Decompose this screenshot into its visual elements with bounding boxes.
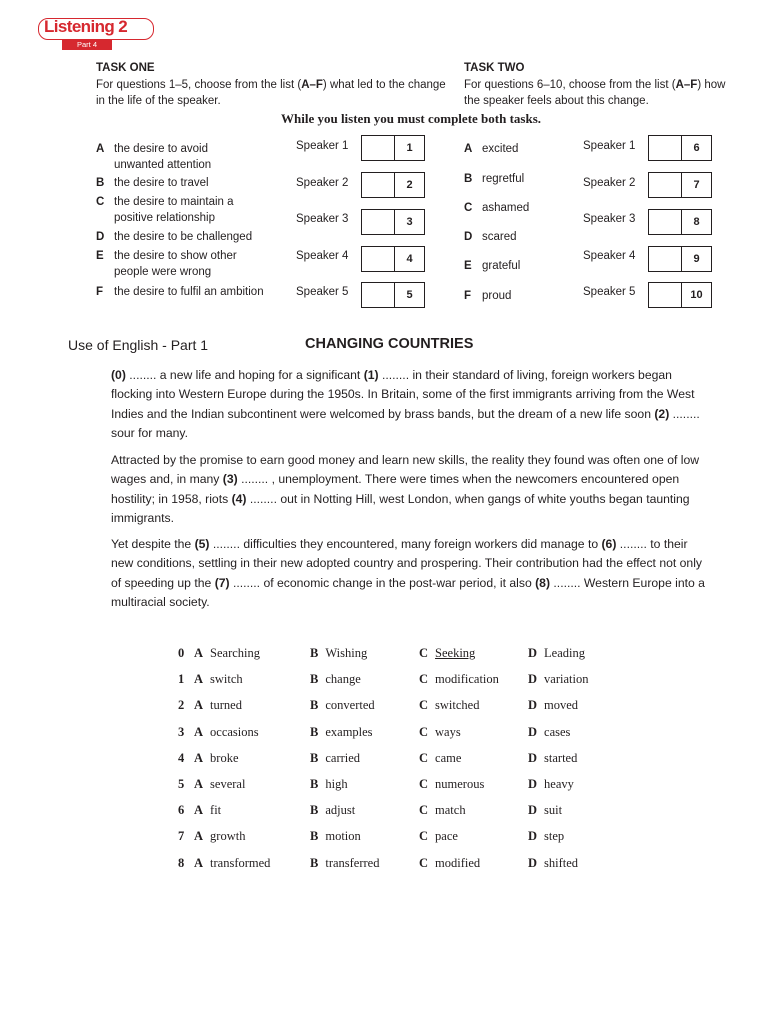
speaker-label: Speaker 4 <box>296 250 349 262</box>
speaker-label: Speaker 2 <box>296 177 349 189</box>
answer-option-b: B carried <box>310 750 361 765</box>
part-badge: Part 4 <box>62 40 112 50</box>
passage-text: ........ in their standard of living, foreign workers began flocking into Western Europe during the 1950s. In Britain, some of the first immigrants arriving from the West Indies and the Indian subcontinent were welcomed by brass bands, but the dream of a new life soon <box>111 368 695 421</box>
answer-option-c: C pace <box>419 829 458 844</box>
answer-option-d: D moved <box>528 698 579 713</box>
gap-number: (5) <box>194 537 210 551</box>
answer-option-a: A occasions <box>194 724 259 739</box>
answer-option-d: D heavy <box>528 777 574 791</box>
passage-paragraph <box>111 366 711 443</box>
gap-number: (0) <box>111 368 126 382</box>
answer-option-c: C numerous <box>419 777 485 791</box>
answer-option-c: C switched <box>419 698 480 713</box>
task-two-heading: TASK TWO <box>464 62 525 74</box>
passage-text: ........ a new life and hoping for a significant <box>125 368 364 382</box>
speaker-label: Speaker 3 <box>583 213 636 225</box>
gap-number: (8) <box>535 575 551 590</box>
answer-box[interactable]: 8 <box>648 209 712 235</box>
answer-option-a: A turned <box>194 698 242 713</box>
answer-option-b: B transferred <box>310 855 380 870</box>
answer-option-d: D cases <box>528 724 571 739</box>
section-title: Listening 2 <box>44 17 128 36</box>
answer-option-c: C match <box>419 803 466 818</box>
question-number: 3 <box>178 724 185 739</box>
passage-title: CHANGING COUNTRIES <box>305 336 474 352</box>
answer-option-c: C came <box>419 750 462 765</box>
answer-option-b: B Wishing <box>310 646 368 660</box>
passage-text: ........ difficulties they encountered, many foreign workers did manage to <box>209 537 602 551</box>
question-number: 6 <box>178 803 185 818</box>
answer-option-b: B examples <box>310 724 373 739</box>
answer-box[interactable]: 1 <box>361 135 425 161</box>
passage-text: ........ sour for many. <box>111 406 700 440</box>
passage-paragraph <box>111 535 711 612</box>
answer-box[interactable]: 6 <box>648 135 712 161</box>
answer-option-c: C ways <box>419 724 461 739</box>
question-number: 2 <box>178 698 185 713</box>
answer-option-b: B motion <box>310 829 361 844</box>
speaker-label: Speaker 3 <box>296 213 349 225</box>
answer-option-b: B adjust <box>310 803 356 818</box>
use-of-english-label: Use of English - Part 1 <box>68 337 209 353</box>
passage-text: Yet despite the <box>111 537 195 551</box>
speaker-label: Speaker 5 <box>583 286 636 298</box>
answer-box[interactable]: 10 <box>648 282 712 308</box>
speaker-label: Speaker 2 <box>583 177 636 189</box>
answer-option-a: A growth <box>194 829 246 844</box>
passage-text: Attracted by the promise to earn good money and learn new skills, the reality they found was often one of low wages and, in many <box>111 453 700 487</box>
passage-text: ........ Western Europe into a multiracial society. <box>111 575 705 609</box>
answer-option-a: A Searching <box>194 646 261 660</box>
answer-option-d: D Leading <box>528 646 585 660</box>
task-one-heading: TASK ONE <box>96 62 155 74</box>
answer-option-a: A several <box>194 777 246 791</box>
task-two-instruction: For questions 6–10, choose from the list (A–F) how the speaker feels about this change. <box>464 79 726 107</box>
gap-number: (4) <box>231 491 247 506</box>
answer-option-a: A broke <box>194 750 239 765</box>
speaker-label: Speaker 5 <box>296 286 349 298</box>
answer-option-c: C Seeking <box>419 646 476 660</box>
question-number: 8 <box>178 855 185 870</box>
answer-box[interactable]: 9 <box>648 246 712 272</box>
answer-box[interactable]: 5 <box>361 282 425 308</box>
question-number: 4 <box>178 750 185 765</box>
answer-option-d: D variation <box>528 672 589 687</box>
answer-option-d: D started <box>528 750 578 765</box>
answer-option-b: B converted <box>310 698 375 713</box>
gap-number: (2) <box>654 406 670 421</box>
gap-number: (1) <box>363 368 379 382</box>
task-one-instruction: For questions 1–5, choose from the list (A–F) what led to the change in the life of the speaker. <box>96 79 446 107</box>
speaker-label: Speaker 1 <box>296 140 349 152</box>
passage-text: ........ of economic change in the post-war period, it also <box>229 575 536 590</box>
gap-number: (6) <box>601 537 617 551</box>
gap-number: (3) <box>222 472 238 487</box>
passage-paragraph <box>111 451 711 528</box>
answer-option-b: B high <box>310 777 348 791</box>
answer-box[interactable]: 2 <box>361 172 425 198</box>
question-number: 7 <box>178 829 185 844</box>
answer-option-c: C modification <box>419 672 499 687</box>
question-number: 5 <box>178 777 185 791</box>
answer-option-c: C modified <box>419 855 481 870</box>
complete-both-note: While you listen you must complete both tasks. <box>280 111 542 126</box>
answer-option-d: D suit <box>528 803 563 818</box>
answer-option-d: D step <box>528 829 565 844</box>
speaker-label: Speaker 1 <box>583 140 636 152</box>
speaker-label: Speaker 4 <box>583 250 636 262</box>
answer-option-a: A switch <box>194 672 243 687</box>
passage-text: ........ to their new conditions, settling in their new adopted country and prospering. Their contribution had the effect not only of speeding up the <box>111 537 703 590</box>
gap-number: (7) <box>214 575 230 590</box>
answer-box[interactable]: 3 <box>361 209 425 235</box>
answer-option-b: B change <box>310 672 361 687</box>
answer-box[interactable]: 7 <box>648 172 712 198</box>
passage-text: ........ out in Notting Hill, west London, when gangs of white youths began taunting immigrants. <box>111 491 690 525</box>
answer-box[interactable]: 4 <box>361 246 425 272</box>
answer-option-a: A fit <box>194 803 222 818</box>
question-number: 0 <box>178 646 185 660</box>
passage-text: ........ , unemployment. There were times when the newcomers encountered open hostility; in 1958, riots <box>111 472 680 506</box>
answer-option-a: A transformed <box>194 855 271 870</box>
question-number: 1 <box>178 672 185 687</box>
answer-option-d: D shifted <box>528 855 579 870</box>
